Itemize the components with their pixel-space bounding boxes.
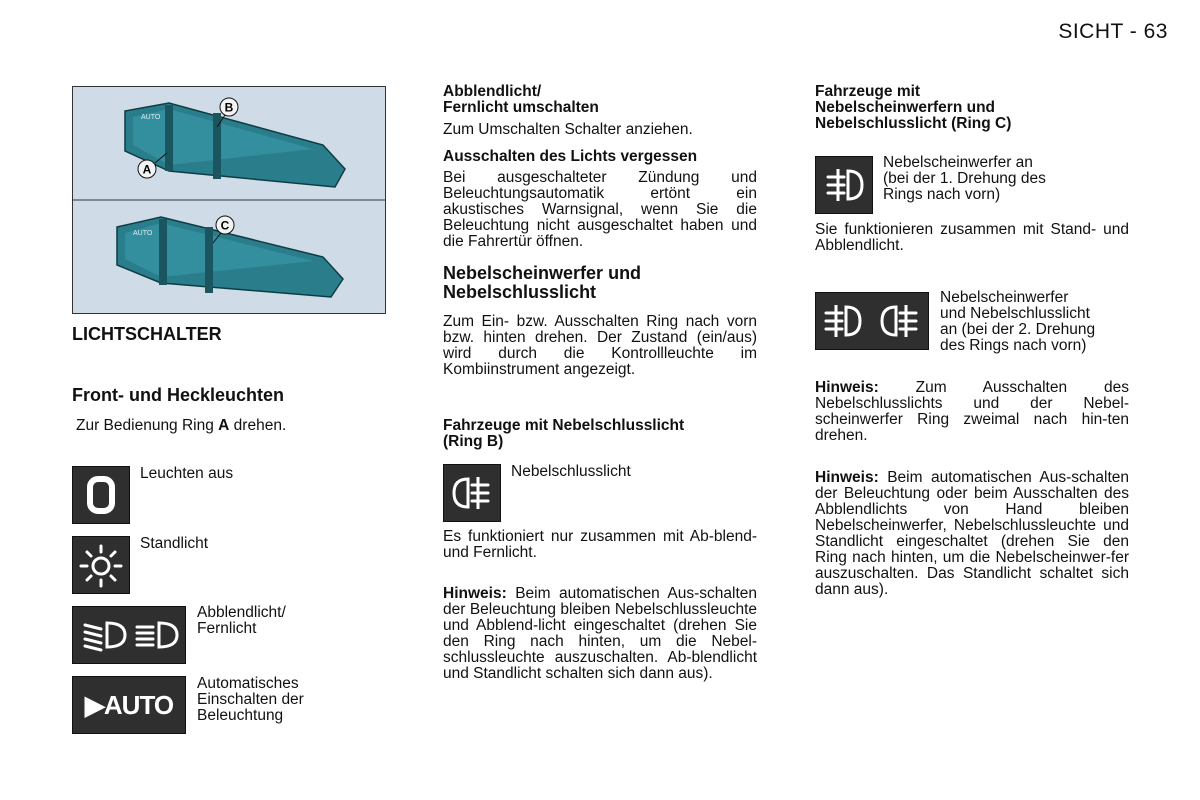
rear-fog-light-label: Nebelschlusslicht <box>511 463 631 480</box>
note2-label: Hinweis: <box>815 469 879 486</box>
note1-label: Hinweis: <box>815 379 879 396</box>
front-fog-light-icon <box>815 156 873 214</box>
note-rear-fog <box>443 586 757 682</box>
heading-forget-lights: Ausschalten des Lichts vergessen <box>443 148 698 165</box>
light-switch-figure <box>72 86 386 314</box>
note-text: Beim automatischen Aus-schalten der Beleuchtung bleiben Nebelschlussleuchte und Abblend-licht eingeschaltet (drehen Sie den Ring nach hinten, um die Nebel-schlussleuchte auszuschalten. Ab-blendlicht und Standlicht schalten sich dann aus). <box>443 585 757 682</box>
heading-switch-beam: Abblendlicht/ Fernlicht umschalten <box>443 83 599 116</box>
item-label-auto-light: Automatisches Einschalten der Beleuchtung <box>197 675 304 724</box>
front-fog-light-label: Nebelscheinwerfer an (bei der 1. Drehung des Rings nach vorn) <box>883 154 1046 203</box>
intro-ring-letter: A <box>218 417 230 434</box>
ring-a-instruction <box>76 418 286 434</box>
text-forget-lights: Bei ausgeschalteter Zündung und Beleuchtungsautomatik ertönt ein akustisches Warnsignal, wenn Sie die Beleuchtung nicht ausgeschaltet haben und die Fahrertür öffnen. <box>443 169 757 250</box>
item-label-parking-light: Standlicht <box>140 535 209 552</box>
play-icon: ▶ <box>84 689 104 720</box>
low-high-beam-icon <box>72 606 186 664</box>
note2-text: Beim automatischen Aus-schalten der Beleuchtung oder beim Ausschalten des Abblendlichts von Hand bleiben Nebelscheinwerfer, Nebelschlussleuchte und Standlicht eingeschaltet (drehen Sie den Ring nach hinten, um die Nebelscheinwer-fer auszuschalten. Das Standlicht schaltet sich dann aus). <box>815 469 1129 598</box>
light-off-icon <box>72 466 130 524</box>
text-fog-together: Sie funktionieren zusammen mit Stand- und Abblendlicht. <box>815 221 1129 254</box>
ring-c-letter: C <box>220 218 230 233</box>
heading-fog-lights: Nebelscheinwerfer und Nebelschlusslicht <box>443 263 642 302</box>
section-title: LICHTSCHALTER <box>72 324 222 344</box>
text-switch-beam: Zum Umschalten Schalter anziehen. <box>443 121 693 138</box>
intro-text-pre: Zur Bedienung Ring <box>76 417 219 434</box>
text-rear-fog-works: Es funktioniert nur zusammen mit Ab-blend- und Fernlicht. <box>443 528 757 561</box>
auto-light-icon <box>72 676 186 734</box>
svg-text:AUTO: AUTO <box>133 230 153 237</box>
item-label-low-high-beam: Abblendlicht/ Fernlicht <box>197 604 286 637</box>
note1-text: Zum Ausschalten des Nebelschlusslichts und der Nebel-scheinwerfer Ring zweimal nach hin-ten drehen. <box>815 379 1129 444</box>
ring-a-letter: A <box>142 162 152 177</box>
auto-icon-text: AUTO <box>103 689 174 720</box>
page-header: SICHT - 63 <box>1058 20 1168 43</box>
svg-text:AUTO: AUTO <box>141 114 161 121</box>
ring-b-letter: B <box>224 100 234 115</box>
rear-fog-light-icon <box>443 464 501 522</box>
subsection-title: Front- und Heckleuchten <box>72 385 285 405</box>
note-fog-off <box>815 380 1129 444</box>
heading-ring-c: Fahrzeuge mit Nebelscheinwerfern und Nebelschlusslicht (Ring C) <box>815 83 1012 132</box>
text-fog-lights: Zum Ein- bzw. Ausschalten Ring nach vorn bzw. hinten drehen. Der Zustand (ein/aus) wird durch die Kontrollleuchte im Kombiinstrument angezeigt. <box>443 313 757 378</box>
intro-text-post: drehen. <box>229 417 287 434</box>
note-label: Hinweis: <box>443 585 507 602</box>
note-auto-off <box>815 470 1129 598</box>
item-label-lights-off: Leuchten aus <box>140 465 234 482</box>
front-rear-fog-light-label: Nebelscheinwerfer und Nebelschlusslicht an (bei der 2. Drehung des Rings nach vorn) <box>940 289 1096 354</box>
parking-light-icon <box>72 536 130 594</box>
front-rear-fog-light-icon <box>815 292 929 350</box>
heading-ring-b: Fahrzeuge mit Nebelschlusslicht (Ring B) <box>443 417 685 450</box>
